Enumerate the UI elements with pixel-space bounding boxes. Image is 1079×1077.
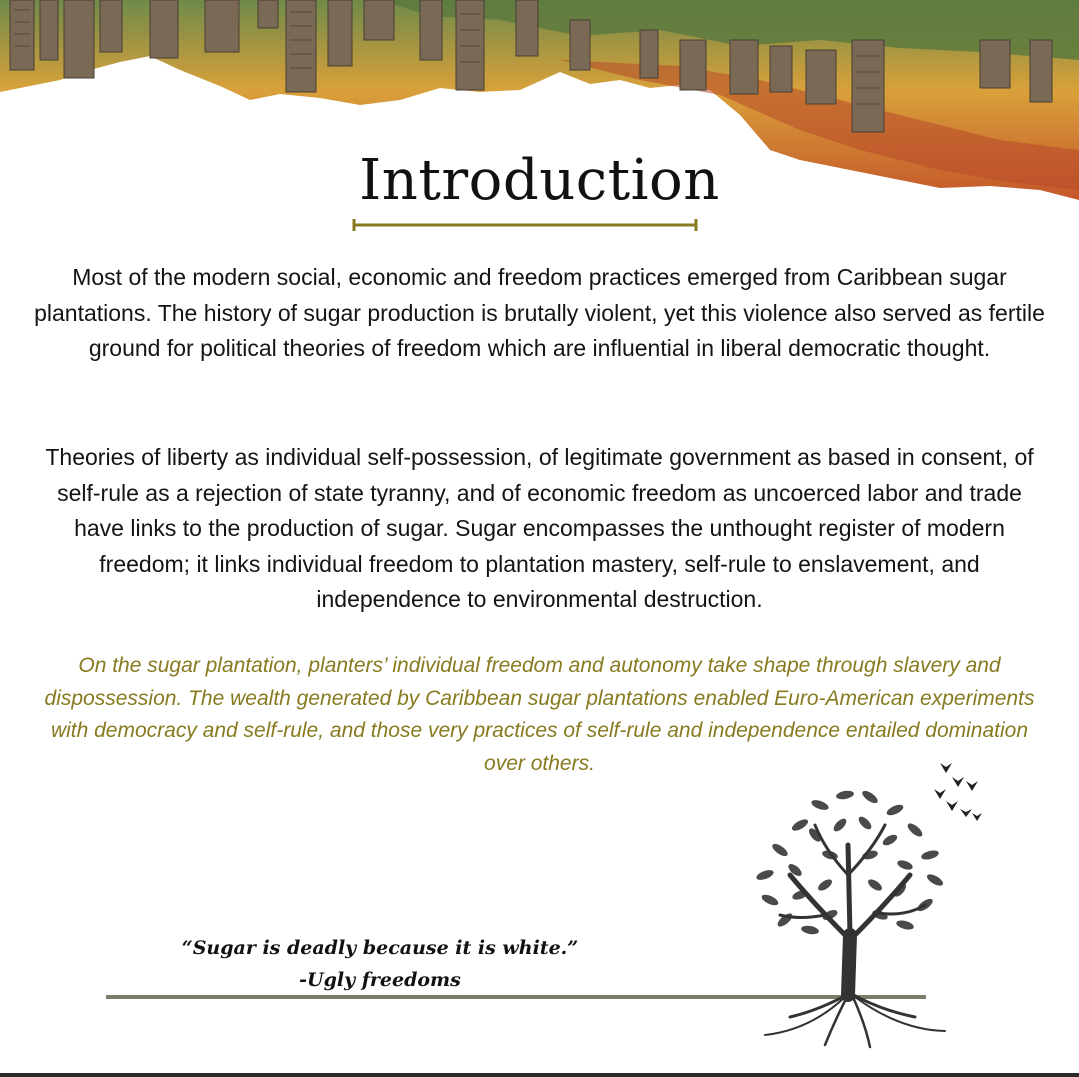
title-underline [352, 218, 698, 232]
highlight-paragraph: On the sugar plantation, planters’ individual freedom and autonomy take shape through slavery and dispossession. The wealth generated by Caribbean sugar plantations enabled Euro-American experiments with democracy and self-rule, and those very practices of self-rule and independence entailed domination over others. [44, 654, 1035, 775]
page-bottom-border [0, 1073, 1079, 1077]
epigraph [150, 932, 610, 996]
intro-paragraph-1: Most of the modern social, economic and freedom practices emerged from Caribbean sugar plantations. The history of sugar production is brutally violent, yet this violence also served as fertile ground for political theories of freedom which are influential in liberal democratic thought. [34, 264, 1045, 362]
intro-paragraph-2: Theories of liberty as individual self-possession, of legitimate government as based in consent, of self-rule as a rejection of state tyranny, and of economic freedom as uncoerced labor and trade have links to the production of sugar. Sugar encompasses the unthought register of modern freedom; it links individual freedom to plantation mastery, self-rule to enslavement, and independence to environmental destruction. [45, 444, 1034, 613]
page-title: Introduction [359, 148, 720, 213]
epigraph-source: -Ugly freedoms [299, 969, 461, 991]
tree-icon [720, 755, 1010, 1055]
epigraph-quote: “Sugar is deadly because it is white.” [181, 937, 579, 959]
